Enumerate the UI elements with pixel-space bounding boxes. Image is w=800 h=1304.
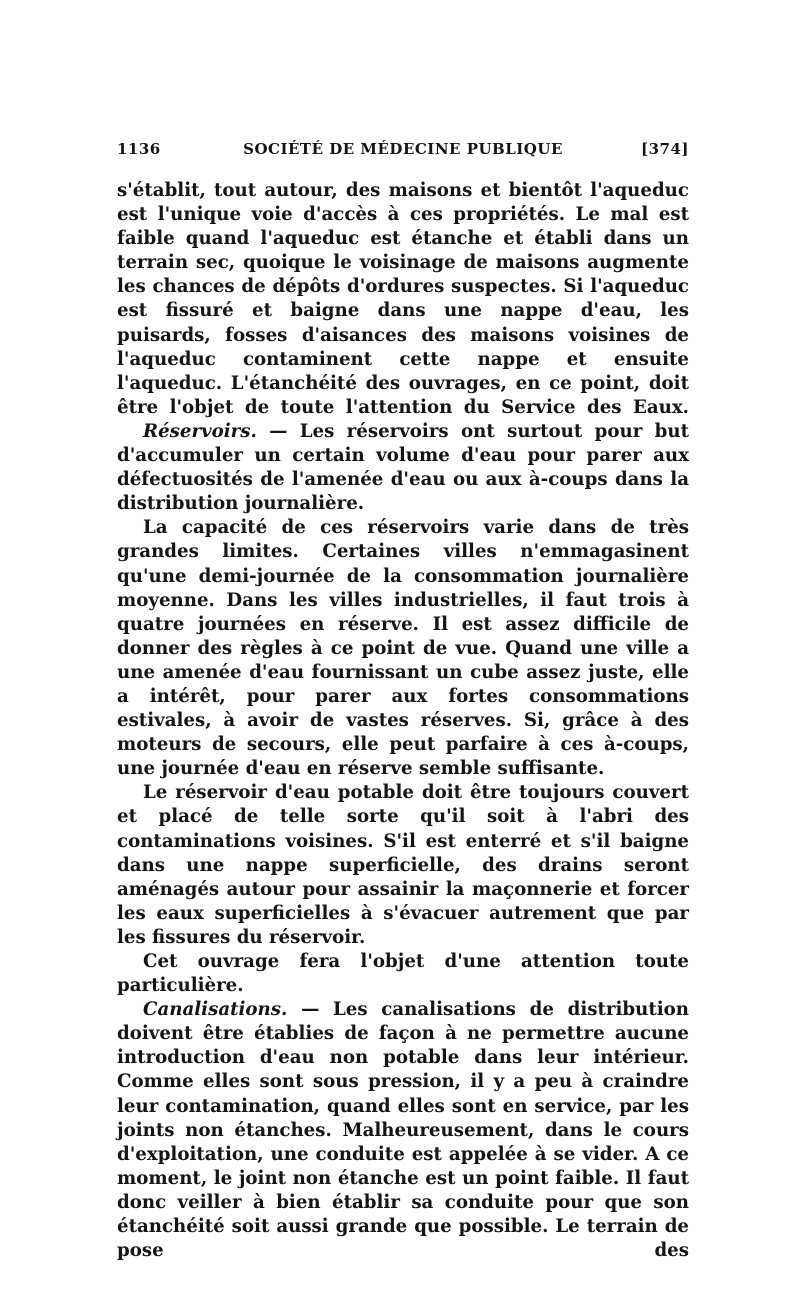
paragraph-reservoir-potable: Le réservoir d'eau potable doit être toujours couvert et placé de telle sorte qu'il soit à l'abri des contaminations voisines. S'il est enterré et s'il baigne dans une nappe superficielle, des drains seront aménagés autour pour assainir la maçonnerie et forcer les eaux superficielles à s'évacuer autrement que par les fissures du réservoir.	[117, 782, 689, 948]
paragraph-reservoirs: Réservoirs. — Les réservoirs ont surtout pour but d'accumuler un certain volume d'eau pour parer aux défectuosités de l'amenée d'eau ou aux à-coups dans la distribution journalière.	[117, 420, 689, 515]
paragraph-aqueduc: s'établit, tout autour, des maisons et bientôt l'aqueduc est l'unique voie d'accès à ces propriétés. Le mal est faible quand l'aqueduc est étanche et établi dans un terrain sec, quoique le voisinage de maisons augmente les chances de dépôts d'ordures suspectes. Si l'aqueduc est fissuré et baigne dans une nappe d'eau, les puisards, fosses d'aisances des maisons voisines de l'aqueduc contaminent cette nappe et ensuite l'aqueduc. L'étanchéité des ouvrages, en ce point, doit être l'objet de toute l'attention du Service des Eaux.	[117, 180, 689, 418]
page-header	[117, 140, 689, 166]
page-body	[117, 179, 689, 1263]
running-title: SOCIÉTÉ DE MÉDECINE PUBLIQUE	[243, 140, 563, 158]
page-number: 1136	[117, 140, 161, 158]
paragraph-capacite: La capacité de ces réservoirs varie dans de très grandes limites. Certaines villes n'emmagasinent qu'une demi-journée de la consommation journalière moyenne. Dans les villes industrielles, il faut trois à quatre journées en réserve. Il est assez difficile de donner des règles à ce point de vue. Quand une ville a une amenée d'eau fournissant un cube assez juste, elle a intérêt, pour parer aux fortes consommations estivales, à avoir de vastes réserves. Si, grâce à des moteurs de secours, elle peut parfaire à ces à-coups, une journée d'eau en réserve semble suffisante.	[117, 517, 689, 780]
bracket-page-number: [374]	[640, 140, 689, 158]
section-heading-canalisations: Canalisations.	[143, 999, 288, 1021]
section-heading-reservoirs: Réservoirs.	[143, 420, 257, 442]
paragraph-attention: Cet ouvrage fera l'objet d'une attention toute particulière.	[117, 951, 689, 997]
book-page	[117, 140, 689, 1263]
paragraph-canalisations: Canalisations. — Les canalisations de distribution doivent être établies de façon à ne permettre aucune introduction d'eau non potable dans leur intérieur. Comme elles sont sous pression, il y a peu à craindre leur contamination, quand elles sont en service, par les joints non étanches. Malheureusement, dans le cours d'exploitation, une conduite est appelée à se vider. A ce moment, le joint non étanche est un point faible. Il faut donc veiller à bien établir sa conduite pour que son étanchéité soit aussi grande que possible. Le terrain de pose des	[117, 999, 689, 1262]
